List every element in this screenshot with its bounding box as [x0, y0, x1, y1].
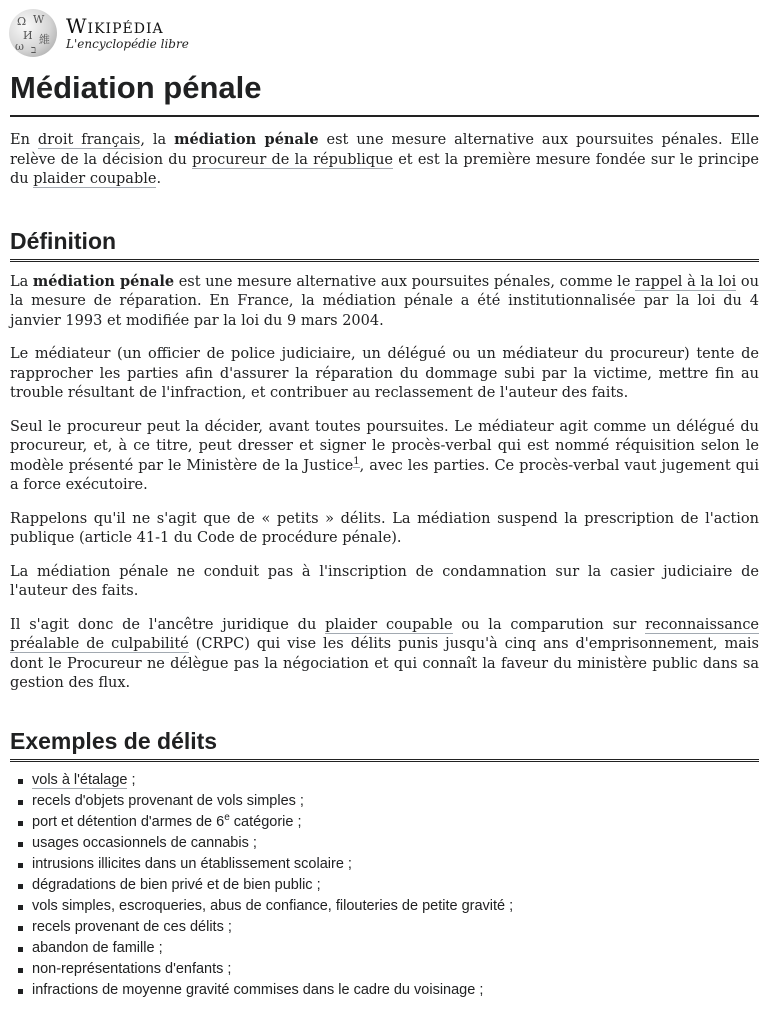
text: Seul le procureur peut la décider, avant toutes poursuites. Le médiateur agit comme un délégué du procureur, et, à ce titre, peut dresser et signer le procès-verbal qui est nommé réquisition selon le modèle présenté par le Ministère de la Justice	[10, 418, 759, 474]
definition-paragraph-5: La médiation pénale ne conduit pas à l'inscription de condamnation sur la casier judiciaire de l'auteur des faits.	[10, 563, 759, 599]
text: (CRPC) qui vise les délits punis jusqu'à cinq ans d'emprisonnement, mais dont le Procureur ne délègue pas la négociation et qui connaît la faveur du ministère public dans sa gestion des flux.	[10, 636, 759, 691]
link-procureur[interactable]: procureur de la république	[192, 151, 393, 168]
definition-paragraph-1	[10, 272, 759, 332]
delits-list	[10, 770, 759, 1001]
text: est une mesure alternative aux poursuites pénales. Elle relève de la décision du	[10, 132, 759, 168]
list-item: vols simples, escroqueries, abus de confiance, filouteries de petite gravité ;	[32, 896, 759, 917]
definition-paragraph-2: Le médiateur (un officier de police judiciaire, un délégué ou un médiateur du procureur) tente de rapprocher les parties afin d'assurer la réparation du dommage subi par la victime, mettre fin au trouble résultant de l'infraction, et contribuer au reclassement de l'auteur des faits.	[10, 346, 759, 401]
page-title: Médiation pénale	[10, 66, 759, 117]
list-item: abandon de famille ;	[32, 938, 759, 959]
article-content	[10, 66, 759, 1001]
list-item: recels provenant de ces délits ;	[32, 917, 759, 938]
section-heading-definition: Définition	[10, 226, 759, 262]
list-item: non-représentations d'enfants ;	[32, 959, 759, 980]
bold-term: médiation pénale	[32, 272, 175, 290]
text: Il s'agit donc de l'ancêtre juridique du	[10, 616, 326, 633]
text: En	[10, 132, 38, 148]
section-heading-exemples: Exemples de délits	[10, 726, 759, 762]
list-item: usages occasionnels de cannabis ;	[32, 833, 759, 854]
text: catégorie ;	[229, 813, 302, 830]
text: ;	[127, 771, 136, 788]
site-tagline: L'encyclopédie libre	[66, 36, 189, 51]
text: La	[10, 273, 33, 290]
wikipedia-globe-icon[interactable]: Ω W И 維 ω ב	[9, 9, 57, 57]
list-item	[32, 770, 759, 791]
list-item	[32, 812, 759, 833]
text: est une mesure alternative aux poursuites pénales, comme le	[174, 273, 636, 290]
intro-paragraph	[10, 130, 759, 190]
list-item: intrusions illicites dans un établissement scolaire ;	[32, 854, 759, 875]
link-plaider-coupable[interactable]: plaider coupable	[325, 616, 453, 633]
text: ou la comparution sur	[452, 616, 646, 633]
text: et est la première mesure fondée sur le principe du	[10, 151, 759, 187]
text: , avec les parties. Ce procès-verbal vaut jugement qui a force exécutoire.	[10, 457, 759, 493]
text: ou la mesure de réparation. En France, la médiation pénale a été institutionnalisée par la loi du 4 janvier 1993 et modifiée par la loi du 9 mars 2004.	[10, 273, 759, 329]
site-wordmark[interactable]	[66, 15, 189, 52]
footnote-reference[interactable]: 1	[353, 455, 360, 467]
definition-paragraph-3	[10, 418, 759, 496]
link-plaider-coupable[interactable]: plaider coupable	[33, 171, 157, 187]
superscript: e	[224, 811, 230, 823]
text: , la	[140, 132, 175, 148]
bold-term: médiation pénale	[174, 131, 319, 148]
list-item: recels d'objets provenant de vols simples ;	[32, 791, 759, 812]
list-item: dégradations de bien privé et de bien public ;	[32, 875, 759, 896]
site-title: Wikipédia	[66, 13, 164, 38]
list-item: infractions de moyenne gravité commises dans le cadre du voisinage ;	[32, 980, 759, 1001]
text: port et détention d'armes de 6	[32, 813, 225, 830]
link-vols-a-l-etalage[interactable]: vols à l'étalage	[32, 771, 128, 788]
site-header	[9, 10, 189, 56]
link-rappel-a-la-loi[interactable]: rappel à la loi	[635, 273, 737, 290]
definition-paragraph-6	[10, 616, 759, 694]
link-crpc[interactable]: reconnaissance préalable de culpabilité	[10, 616, 760, 652]
definition-paragraph-4: Rappelons qu'il ne s'agit que de « petits » délits. La médiation suspend la prescription de l'action publique (article 41-1 du Code de procédure pénale).	[10, 510, 759, 546]
text: .	[156, 171, 162, 187]
link-droit-francais[interactable]: droit français	[37, 132, 141, 148]
